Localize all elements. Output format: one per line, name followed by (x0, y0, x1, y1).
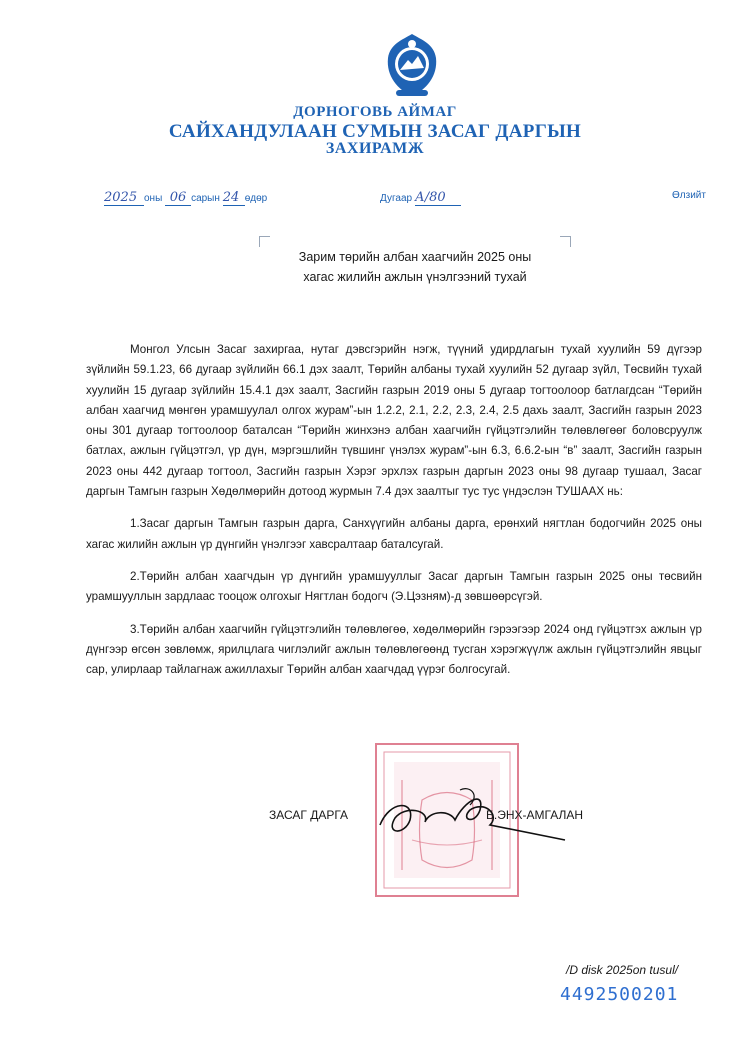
signatory-title: ЗАСАГ ДАРГА (269, 808, 349, 822)
date-month-suffix: сарын (191, 193, 220, 204)
number-value: А/80 (415, 190, 461, 206)
place-name: Өлзийт (672, 190, 706, 201)
body-item-3: 3.Төрийн албан хаагчийн гүйцэтгэлийн төлөвлөгөө, хөдөлмөрийн гэрээгээр 2024 онд гүйцэтгэх ажлын үр дүнгээр өгсөн зөвлөмж, ярилцлага чиглэлийг ажлын төлөвлөгөөнд тусган хэрэгжүүлж ажлын гүйцэтгэлийн явцыг сар, улирлаар тайлагнаж ажиллахыг Төрийн албан хаагчдад үүрэг болгосугай. (86, 622, 702, 677)
document-code: 4492500201 (560, 984, 679, 1005)
header-line-3: ЗАХИРАМЖ (325, 140, 425, 157)
date-field (104, 190, 267, 206)
body-item-2: 2.Төрийн албан хаагчдын үр дүнгийн урамшууллыг Засаг даргын Тамгын газрын 2025 оны төсвийн урамшууллын зардлаас тооцож олгохыг Нягтлан бодогч (Э.Цэзням)-д зөвшөөрсүгэй. (86, 569, 702, 604)
header-line-1: ДОРНОГОВЬ АЙМАГ (293, 104, 457, 120)
subject-line-1: Зарим төрийн албан хаагчийн 2025 оны (298, 250, 532, 264)
number-label: Дугаар (380, 193, 413, 204)
document-body (86, 340, 702, 680)
body-intro: Монгол Улсын Засаг захиргаа, нутаг дэвсгэрийн нэгж, түүний удирдлагын тухай хуулийн 59 дүгээр зүйлийн 59.1.23, 66 дугаар зүйлийн 66.1 дэх заалт, Төрийн албаны тухай хуулийн 52 дугаар зүйл, Төсвийн тухай хуулийн 15 дугаар зүйлийн 15.4.1 дэх заалт, Засгийн газрын 2019 оны 5 дугаар тогтоолоор батлагдсан “Төрийн албан хаагчид мөнгөн урамшуулал олгох журам”-ын 1.2.2, 2.1, 2.2, 2.3, 2.4, 2.5 дахь заалт, Засгийн газрын 2023 оны 301 дугаар тогтоолоор баталсан “Төрийн жинхэнэ албан хаагчийн гүйцэтгэлийн төлөвлөгөөг боловсруулж батлах, ажлын гүйцэтгэл, үр дүн, мэргэшлийн түвшинг үнэлэх журам”-ын 6.3, 6.6.2-ын “в” заалт, Засгийн газрын 2023 оны 442 дугаар тогтоол, Засгийн газрын Хэрэг эрхлэх газрын даргын 2023 оны 98 дугаар тушаал, Засаг даргын Тамгын газрын Хөдөлмөрийн дотоод журмын 7.4 дэх заалтыг тус тус үндэслэн ТУШААХ нь: (86, 343, 702, 499)
document-number (380, 190, 461, 206)
file-path: /D disk 2025on tusul/ (566, 963, 679, 977)
date-year-suffix: оны (144, 193, 163, 204)
subject-bracket-right (560, 236, 571, 247)
header-line-2: САЙХАНДУЛААН СУМЫН ЗАСАГ ДАРГЫН (168, 121, 582, 142)
date-day: 24 (223, 190, 245, 206)
subject-title (250, 247, 580, 287)
date-day-suffix: өдөр (244, 193, 268, 204)
subject-line-2: хагас жилийн ажлын үнэлгээний тухай (303, 270, 527, 284)
body-item-1: 1.Засаг даргын Тамгын газрын дарга, Санхүүгийн албаны дарга, ерөнхий нягтлан бодогчийн 2025 оны хагас жилийн ажлын үр дүнгийн үнэлгээг хавсралтаар баталсугай. (86, 517, 702, 551)
subject-bracket-left (259, 236, 270, 247)
state-emblem-icon (382, 30, 442, 102)
date-month: 06 (165, 190, 191, 206)
signatory-name: Б.ЭНХ-АМГАЛАН (486, 808, 584, 822)
date-year: 2025 (104, 190, 144, 206)
